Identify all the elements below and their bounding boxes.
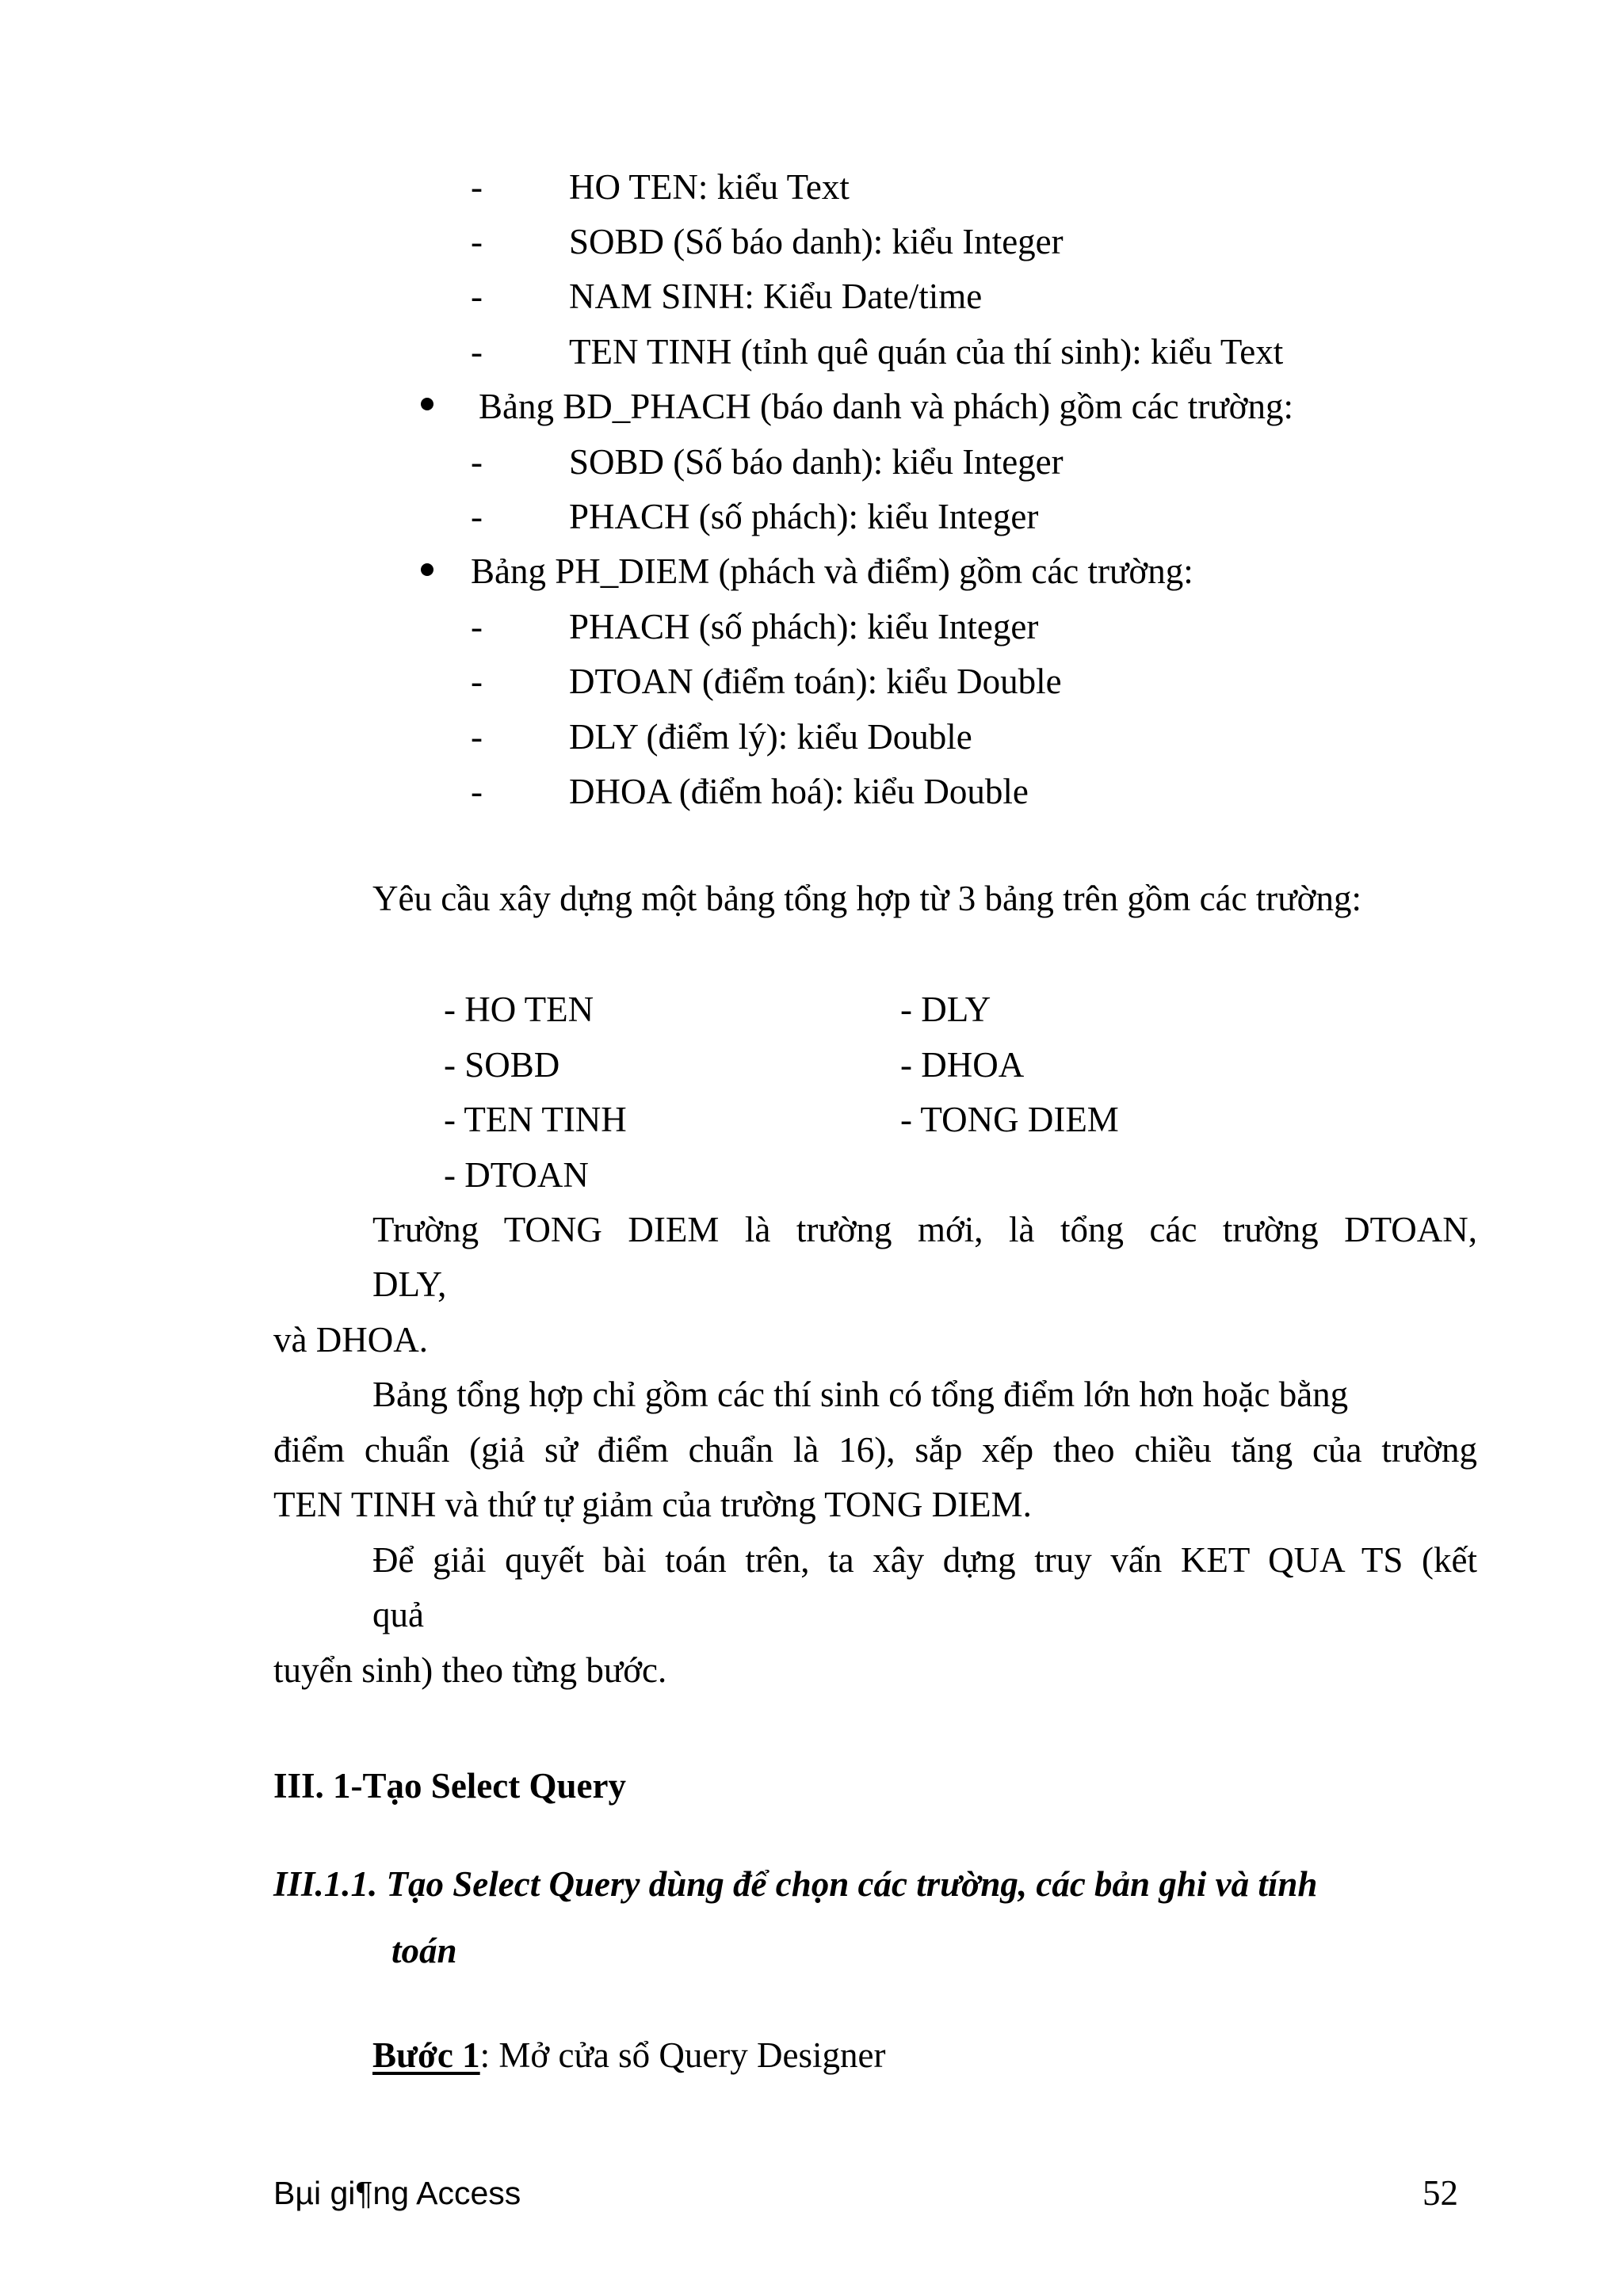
paragraph-line: TEN TINH và thứ tự giảm của trường TONG DIEM. [273, 1485, 1032, 1524]
paragraph-line: DLY, [372, 1264, 447, 1304]
paragraph-line: điểm chuẩn (giả sử điểm chuẩn là 16), sắp xếp theo chiều tăng của trường [273, 1430, 1477, 1470]
page-number: 52 [1423, 2173, 1458, 2213]
field-item: TEN TINH (tỉnh quê quán của thí sinh): kiểu Text [569, 332, 1284, 372]
field-item: DHOA (điểm hoá): kiểu Double [569, 772, 1029, 811]
summary-field: - SOBD [444, 1045, 560, 1085]
paragraph-line: Bảng tổng hợp chỉ gồm các thí sinh có tổng điểm lớn hơn hoặc bằng [372, 1375, 1349, 1414]
list-dash: - [471, 497, 483, 536]
field-item: HO TEN: kiểu Text [569, 167, 850, 207]
step-line [372, 2033, 885, 2077]
list-dash: - [471, 717, 483, 757]
field-item: SOBD (Số báo danh): kiểu Integer [569, 222, 1064, 261]
paragraph-line: Để giải quyết bài toán trên, ta xây dựng truy vấn KET QUA TS (kết [372, 1540, 1477, 1580]
field-item: SOBD (Số báo danh): kiểu Integer [569, 442, 1064, 482]
step-text: : Mở cửa sổ Query Designer [479, 2035, 886, 2075]
summary-field: - DHOA [900, 1045, 1025, 1085]
list-dash: - [471, 772, 483, 811]
list-dash: - [471, 167, 483, 207]
paragraph-line: Trường TONG DIEM là trường mới, là tổng các trường DTOAN, [372, 1210, 1477, 1249]
subsection-heading: III.1.1. Tạo Select Query dùng để chọn các trường, các bản ghi và tính [273, 1864, 1318, 1904]
requirement-text: Yêu cầu xây dựng một bảng tổng hợp từ 3 bảng trên gồm các trường: [372, 879, 1361, 918]
field-item: DTOAN (điểm toán): kiểu Double [569, 662, 1062, 701]
step-label: Bước 1 [372, 2035, 480, 2075]
table-heading-bd-phach: Bảng BD_PHACH (báo danh và phách) gồm các trường: [479, 387, 1293, 426]
summary-field: - DLY [900, 990, 991, 1029]
paragraph-line: tuyển sinh) theo từng bước. [273, 1650, 667, 1690]
list-dash: - [471, 277, 483, 316]
footer-title: Bµi gi¶ng Access [273, 2175, 521, 2211]
field-item: PHACH (số phách): kiểu Integer [569, 607, 1039, 646]
list-dash: - [471, 662, 483, 701]
field-item: NAM SINH: Kiểu Date/time [569, 277, 983, 316]
summary-field: - TONG DIEM [900, 1100, 1119, 1139]
list-dash: - [471, 222, 483, 261]
summary-field: - TEN TINH [444, 1100, 627, 1139]
summary-field: - DTOAN [444, 1155, 589, 1195]
bullet-icon [421, 563, 433, 576]
paragraph-line: và DHOA. [273, 1320, 428, 1360]
list-dash: - [471, 332, 483, 372]
summary-field: - HO TEN [444, 990, 594, 1029]
table-heading-ph-diem: Bảng PH_DIEM (phách và điểm) gồm các trường: [471, 551, 1193, 591]
bullet-icon [421, 398, 433, 410]
list-dash: - [471, 607, 483, 646]
subsection-heading-cont: toán [391, 1931, 457, 1970]
field-item: DLY (điểm lý): kiểu Double [569, 717, 972, 757]
list-dash: - [471, 442, 483, 482]
field-item: PHACH (số phách): kiểu Integer [569, 497, 1039, 536]
section-heading: III. 1-Tạo Select Query [273, 1766, 626, 1806]
paragraph-line: quả [372, 1595, 424, 1634]
